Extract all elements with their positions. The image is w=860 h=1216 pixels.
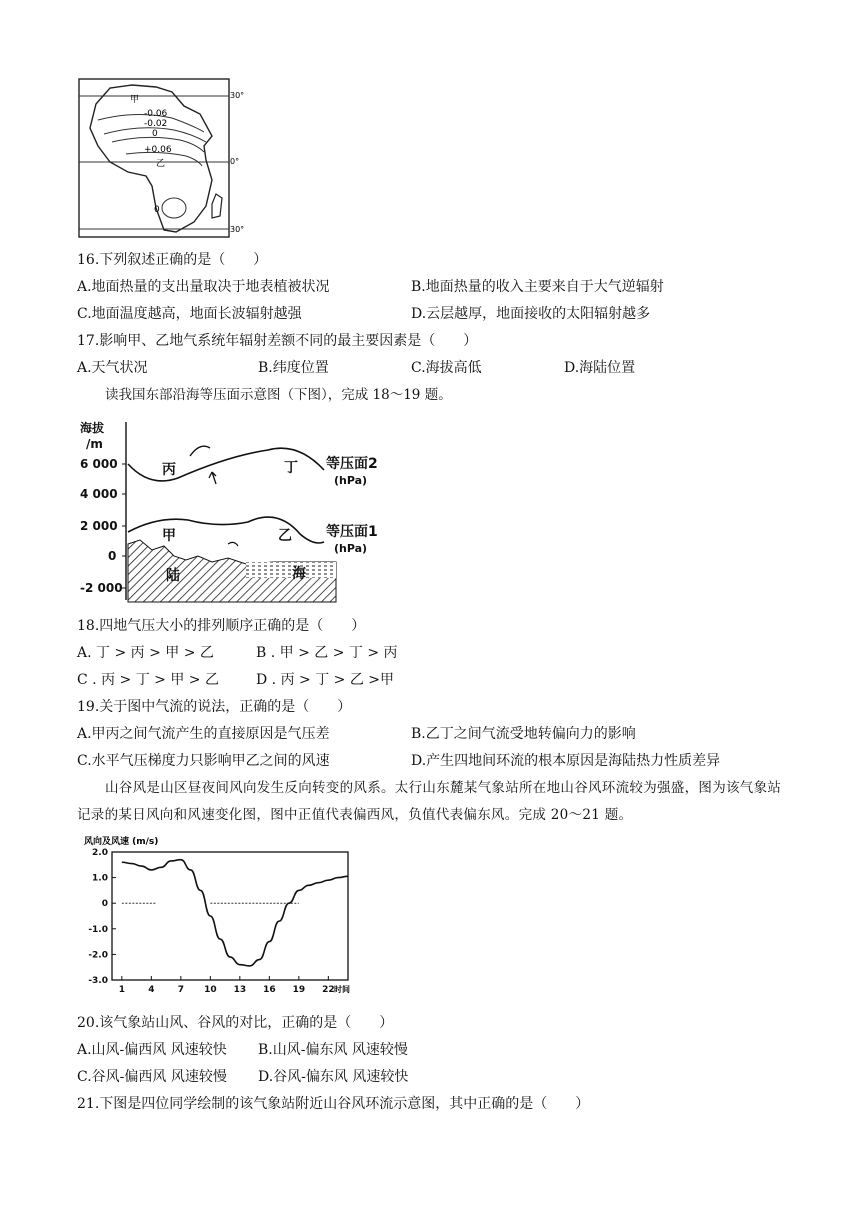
africa-radiation-map bbox=[76, 76, 260, 242]
intro-18-19: 读我国东部沿海等压面示意图（下图），完成 18～19 题。 bbox=[105, 387, 452, 403]
q18-stem: 18.四地气压大小的排列顺序正确的是（ ） bbox=[77, 618, 366, 634]
chart-ylabel: 风向及风速 (m/s) bbox=[84, 837, 159, 847]
q16-option-a: A.地面热量的支出量取决于地表植被状况 bbox=[77, 279, 330, 295]
q17-option-c: C.海拔高低 bbox=[411, 360, 482, 376]
contour-label-3: 0 bbox=[152, 129, 158, 139]
ytick-6000: 6 000 bbox=[80, 457, 118, 471]
y-axis-label-1: 海拔 bbox=[80, 421, 105, 435]
q16-option-b: B.地面热量的收入主要来自于大气逆辐射 bbox=[411, 279, 664, 295]
ytick-label: -3.0 bbox=[88, 976, 108, 986]
land-label: 陆 bbox=[166, 568, 180, 584]
ytick-label: -1.0 bbox=[88, 924, 108, 935]
surface1-unit: (hPa) bbox=[334, 542, 368, 555]
ytick-label: 1.0 bbox=[92, 873, 108, 884]
isobar-diagram bbox=[78, 412, 378, 608]
q20-option-c: C.谷风-偏西风 风速较慢 bbox=[77, 1069, 227, 1085]
ytick-label: -2.0 bbox=[88, 950, 108, 961]
y-axis-label-2: /m bbox=[86, 437, 103, 451]
surface2-label: 等压面2 bbox=[326, 456, 378, 472]
xtick-label: 19 bbox=[292, 985, 306, 995]
map-label-jia: 甲 bbox=[130, 95, 140, 105]
wind-series-line bbox=[122, 860, 348, 966]
q18-option-d: D . 丙 > 丁 > 乙 >甲 bbox=[256, 672, 395, 688]
q19-option-c: C.水平气压梯度力只影响甲乙之间的风速 bbox=[77, 753, 330, 769]
xtick-label: 4 bbox=[148, 985, 155, 995]
xtick-label: 10 bbox=[204, 985, 217, 995]
chart-xlabel: 时间 bbox=[334, 985, 350, 994]
ytick-4000: 4 000 bbox=[80, 487, 118, 501]
q20-stem: 20.该气象站山风、谷风的对比，正确的是（ ） bbox=[77, 1015, 394, 1031]
q16-option-c: C.地面温度越高，地面长波辐射越强 bbox=[77, 306, 302, 322]
lat-label-30s: 30° bbox=[230, 225, 245, 234]
lat-label-0: 0° bbox=[230, 157, 240, 166]
ytick-neg2000: -2 000 bbox=[80, 581, 123, 595]
surface2-unit: (hPa) bbox=[334, 474, 368, 487]
q19-option-a: A.甲丙之间气流产生的直接原因是气压差 bbox=[77, 726, 330, 742]
map-label-yi: 乙 bbox=[156, 159, 166, 169]
xtick-label: 13 bbox=[233, 985, 247, 995]
contour-label-2: -0.02 bbox=[144, 119, 168, 129]
xtick-label: 16 bbox=[263, 985, 276, 995]
q20-option-d: D.谷风-偏东风 风速较快 bbox=[258, 1069, 409, 1085]
xtick-label: 7 bbox=[177, 985, 184, 995]
q19-option-d: D.产生四地间环流的根本原因是海陆热力性质差异 bbox=[411, 753, 721, 769]
intro-20-21 bbox=[77, 775, 792, 829]
ytick-label: 2.0 bbox=[92, 848, 108, 858]
q18-option-c: C . 丙 > 丁 > 甲 > 乙 bbox=[77, 672, 219, 688]
q21-stem: 21.下图是四位同学绘制的该气象站附近山谷风环流示意图，其中正确的是（ ） bbox=[77, 1096, 590, 1112]
lat-label-30n: 30° bbox=[230, 91, 245, 100]
xtick-label: 22 bbox=[322, 985, 335, 995]
q17-option-d: D.海陆位置 bbox=[564, 360, 636, 376]
q19-stem: 19.关于图中气流的说法，正确的是（ ） bbox=[77, 699, 352, 715]
q16-stem: 16.下列叙述正确的是（ ） bbox=[77, 252, 268, 268]
q18-option-a: A. 丁 > 丙 > 甲 > 乙 bbox=[77, 645, 214, 661]
q18-option-b: B . 甲 > 乙 > 丁 > 丙 bbox=[256, 645, 398, 661]
point-bing: 丙 bbox=[162, 462, 176, 478]
contour-label-5: 0 bbox=[154, 205, 160, 215]
q20-option-b: B.山风-偏东风 风速较慢 bbox=[258, 1042, 408, 1058]
point-jia: 甲 bbox=[162, 528, 176, 544]
ytick-label: 0 bbox=[101, 899, 108, 910]
q19-option-b: B.乙丁之间气流受地转偏向力的影响 bbox=[411, 726, 636, 742]
contour-label-1: -0.06 bbox=[144, 109, 168, 119]
q17-stem: 17.影响甲、乙地气系统年辐射差额不同的最主要因素是（ ） bbox=[77, 333, 478, 349]
point-ding: 丁 bbox=[284, 460, 298, 476]
sea-label: 海 bbox=[292, 566, 306, 582]
q17-option-a: A.天气状况 bbox=[77, 360, 148, 376]
q16-option-d: D.云层越厚，地面接收的太阳辐射越多 bbox=[411, 306, 651, 322]
point-yi: 乙 bbox=[278, 528, 292, 544]
wind-speed-chart bbox=[80, 832, 360, 1008]
surface1-label: 等压面1 bbox=[326, 524, 378, 540]
q20-option-a: A.山风-偏西风 风速较快 bbox=[77, 1042, 227, 1058]
ytick-0: 0 bbox=[108, 549, 117, 563]
contour-label-4: +0.06 bbox=[144, 145, 172, 155]
q17-option-b: B.纬度位置 bbox=[258, 360, 329, 376]
xtick-label: 1 bbox=[118, 985, 125, 995]
ytick-2000: 2 000 bbox=[80, 519, 118, 533]
intro-20-21-text: 山谷风是山区昼夜间风向发生反向转变的风系。太行山东麓某气象站所在地山谷风环流较为强盛，图为该气象站记录的某日风向和风速变化图，图中正值代表偏西风，负值代表偏东风。完成 20～21 题。 bbox=[77, 780, 782, 823]
